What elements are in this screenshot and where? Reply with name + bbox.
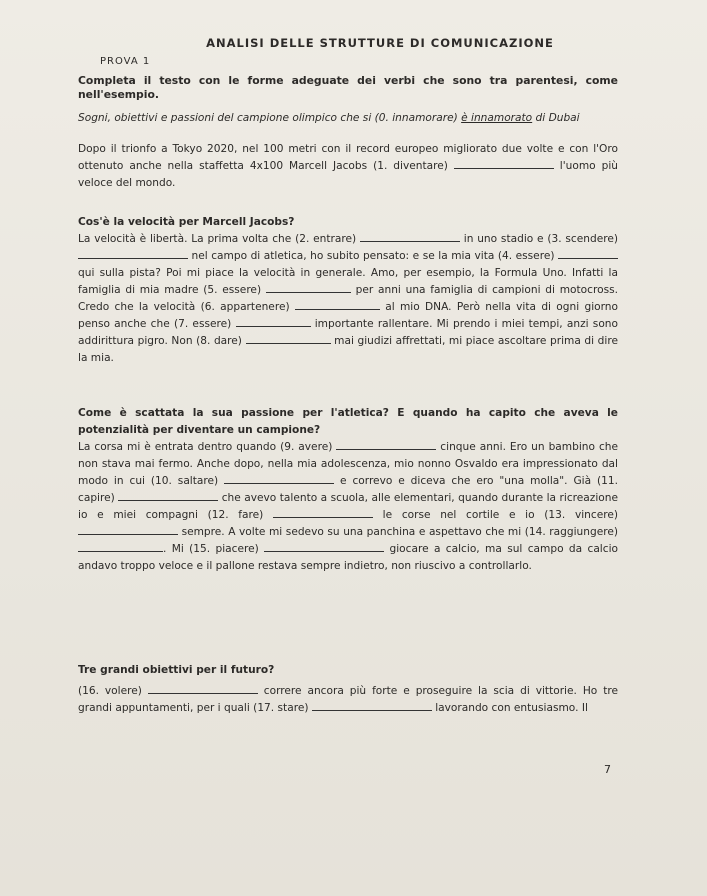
blank-14[interactable]: [78, 541, 163, 552]
intro-line-end: di Dubai: [532, 112, 580, 124]
blank-4[interactable]: [558, 248, 618, 259]
blank-17[interactable]: [312, 700, 432, 711]
paragraph-text: La corsa mi è entrata dentro quando (9. avere): [78, 441, 333, 453]
blank-11[interactable]: [118, 490, 218, 501]
paragraph-text: lavorando con entusiasmo. Il: [431, 702, 588, 714]
blank-8[interactable]: [246, 333, 331, 344]
paragraph-text: nel campo di atletica, ho subito pensato: e se la mia vita (4. essere): [188, 250, 555, 262]
blank-6[interactable]: [295, 299, 380, 310]
blank-10[interactable]: [224, 473, 334, 484]
paragraph-text: per anni una famiglia di campioni di motocross. Credo che la velocità (6. appartenere): [78, 284, 618, 313]
section-passione: [78, 405, 618, 575]
intro-paragraph: Dopo il trionfo a Tokyo 2020, nel 100 metri con il record europeo migliorato due volte e con l'Oro ottenuto anche nella staffetta 4x100 Marcell Jacobs (1. diventare): [78, 143, 618, 172]
paragraph-text: correre ancora più forte e proseguire la scia di vittorie. Ho tre grandi appuntamenti, per i quali (17. stare): [78, 685, 618, 714]
page-number: 7: [604, 763, 611, 776]
paragraph-text: (16. volere): [78, 685, 142, 697]
paragraph-text: che avevo talento a scuola, alle elementari, quando durante la ricreazione io e miei compagni (12. fare): [78, 492, 618, 521]
paragraph-text: in uno stadio e (3. scendere): [459, 233, 619, 245]
intro-section: [78, 110, 618, 192]
blank-13[interactable]: [78, 524, 178, 535]
blank-1[interactable]: [454, 158, 554, 169]
blank-7[interactable]: [236, 316, 311, 327]
intro-line: Sogni, obiettivi e passioni del campione olimpico che si (0. innamorare): [78, 112, 462, 124]
section-heading: Come è scattata la sua passione per l'atletica? E quando ha capito che aveva le potenzialità per diventare un campione?: [78, 407, 618, 436]
section-heading: Tre grandi obiettivi per il futuro?: [78, 664, 275, 676]
blank-12[interactable]: [273, 507, 373, 518]
paragraph-text: al mio DNA. Però nella vita di ogni giorno penso anche che (7. essere): [78, 301, 618, 330]
paragraph-text: giocare a calcio, ma sul campo da calcio andavo troppo veloce e il pallone restava sempre indietro, non riuscivo a controllarlo.: [78, 543, 619, 572]
paragraph-text: cinque anni. Ero un bambino che non stava mai fermo. Anche dopo, nella mia adolescenza, mio nonno Osvaldo era impressionato dal modo in cui (10. saltare): [78, 441, 618, 487]
paragraph-text: . Mi (15. piacere): [163, 543, 259, 555]
blank-3[interactable]: [78, 248, 188, 259]
intro-paragraph-end: l'uomo più veloce del mondo.: [78, 160, 618, 189]
paragraph-text: importante rallentare. Mi prendo i miei tempi, anzi sono addirittura pigro. Non (8. dare): [78, 318, 618, 347]
section-velocita: [78, 214, 618, 367]
blank-15[interactable]: [264, 541, 384, 552]
paragraph-text: sempre. A volte mi sedevo su una panchina e aspettavo che mi (14. raggiungere): [178, 526, 618, 538]
blank-9[interactable]: [336, 439, 436, 450]
paragraph-text: mai giudizi affrettati, mi piace ascoltare prima di dire la mia.: [78, 335, 618, 364]
blank-16[interactable]: [148, 683, 258, 694]
paragraph-text: qui sulla pista? Poi mi piace la velocità in generale. Amo, per esempio, la Formula Uno. Infatti la famiglia di mia madre (5. essere): [78, 267, 618, 296]
page-title: ANALISI DELLE STRUTTURE DI COMUNICAZIONE: [206, 36, 554, 50]
blank-2[interactable]: [360, 231, 460, 242]
section-heading: Cos'è la velocità per Marcell Jacobs?: [78, 216, 295, 228]
paragraph-text: La velocità è libertà. La prima volta che (2. entrare): [78, 233, 357, 245]
blank-5[interactable]: [266, 282, 351, 293]
section-obiettivi: [78, 662, 618, 717]
paragraph-text: e correvo e diceva che ero "una molla". Già (11. capire): [78, 475, 618, 504]
example-answer: è innamorato: [461, 112, 533, 124]
test-label: PROVA 1: [100, 56, 151, 67]
paragraph-text: le corse nel cortile e io (13. vincere): [372, 509, 618, 521]
instructions: Completa il testo con le forme adeguate dei verbi che sono tra parentesi, come nell'esempio.: [78, 74, 618, 101]
